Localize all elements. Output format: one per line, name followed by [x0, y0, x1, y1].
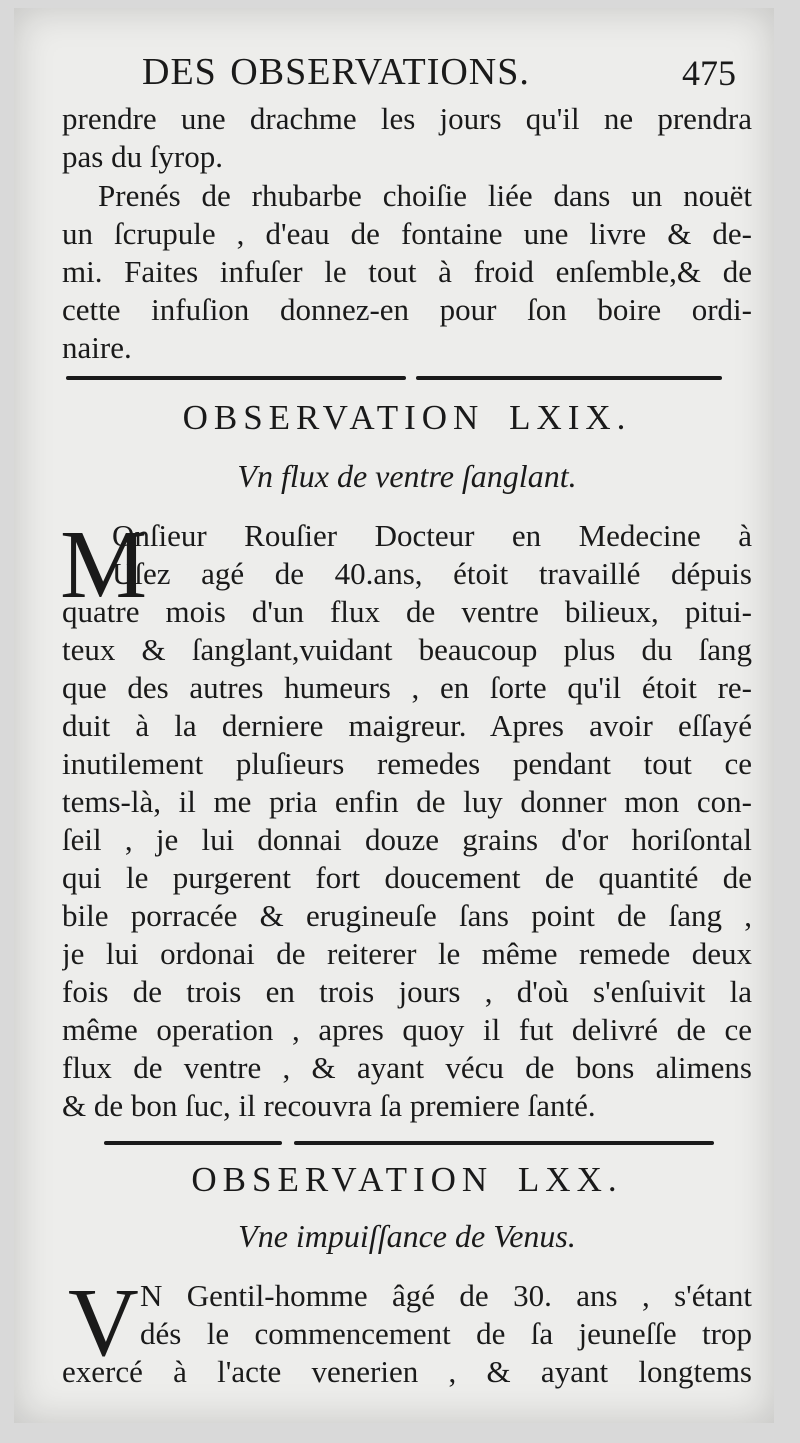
text-line: prendre une drachme les jours qu'il ne prendra: [62, 101, 752, 136]
text-line: un ſcrupule , d'eau de fontaine une livre & de-: [62, 216, 752, 251]
text-line: quatre mois d'un flux de ventre bilieux, pitui-: [62, 594, 752, 629]
text-line: Uſez agé de 40.ans, étoit travaillé dépuis: [112, 556, 752, 591]
text-line: dés le commencement de ſa jeuneſſe trop: [140, 1316, 752, 1351]
observation-title: OBSERVATION LXX.: [191, 1160, 623, 1199]
text-line: teux & ſanglant,vuidant beaucoup plus du ſang: [62, 632, 752, 667]
observation-subtitle: Vn flux de ventre ſanglant.: [237, 458, 577, 494]
drop-cap: M: [60, 511, 148, 619]
text-line: cette infuſion donnez-en pour ſon boire ordi-: [62, 292, 752, 327]
text-line: que des autres humeurs , en ſorte qu'il étoit re-: [62, 670, 752, 705]
text-line: ſeil , je lui donnai douze grains d'or horiſontal: [62, 822, 752, 857]
text-line: & de bon ſuc, il recouvra ſa premiere ſanté.: [62, 1088, 596, 1123]
text-line: exercé à l'acte venerien , & ayant longtems: [62, 1354, 752, 1389]
text-line: je lui ordonai de reiterer le même remede deux: [62, 936, 752, 971]
text-line: mi. Faites infuſer le tout à froid enſemble,& de: [62, 254, 752, 289]
text-line: duit à la derniere maigreur. Apres avoir eſſayé: [62, 708, 752, 743]
section-rule: [294, 1141, 714, 1145]
text-line: Prenés de rhubarbe choiſie liée dans un nouët: [98, 178, 752, 213]
text-line: qui le purgerent fort doucement de quantité de: [62, 860, 752, 895]
text-line: bile porracée & erugineuſe ſans point de ſang ,: [62, 898, 752, 933]
running-head: DES OBSERVATIONS.: [142, 51, 530, 93]
text-line: flux de ventre , & ayant vécu de bons alimens: [62, 1050, 752, 1085]
book-page: [14, 8, 774, 1423]
section-rule: [104, 1141, 282, 1145]
text-line: pas du ſyrop.: [62, 139, 224, 174]
observation-title: OBSERVATION LXIX.: [182, 398, 632, 437]
text-line: Onſieur Rouſier Docteur en Medecine à: [112, 518, 752, 553]
text-line: même operation , apres quoy il fut delivré de ce: [62, 1012, 752, 1047]
text-line: tems-là, il me pria enfin de luy donner mon con-: [62, 784, 752, 819]
text-line: N Gentil-homme âgé de 30. ans , s'étant: [140, 1278, 752, 1313]
text-line: naire.: [62, 330, 132, 365]
observation-subtitle: Vne impuiſſance de Venus.: [238, 1218, 576, 1254]
page-header: [142, 50, 752, 100]
section-rule: [66, 376, 406, 380]
text-line: fois de trois en trois jours , d'où s'enſuivit la: [62, 974, 752, 1009]
page-number: 475: [682, 53, 736, 93]
section-rule: [416, 376, 722, 380]
text-line: inutilement pluſieurs remedes pendant tout ce: [62, 746, 752, 781]
drop-cap: V: [68, 1269, 139, 1377]
